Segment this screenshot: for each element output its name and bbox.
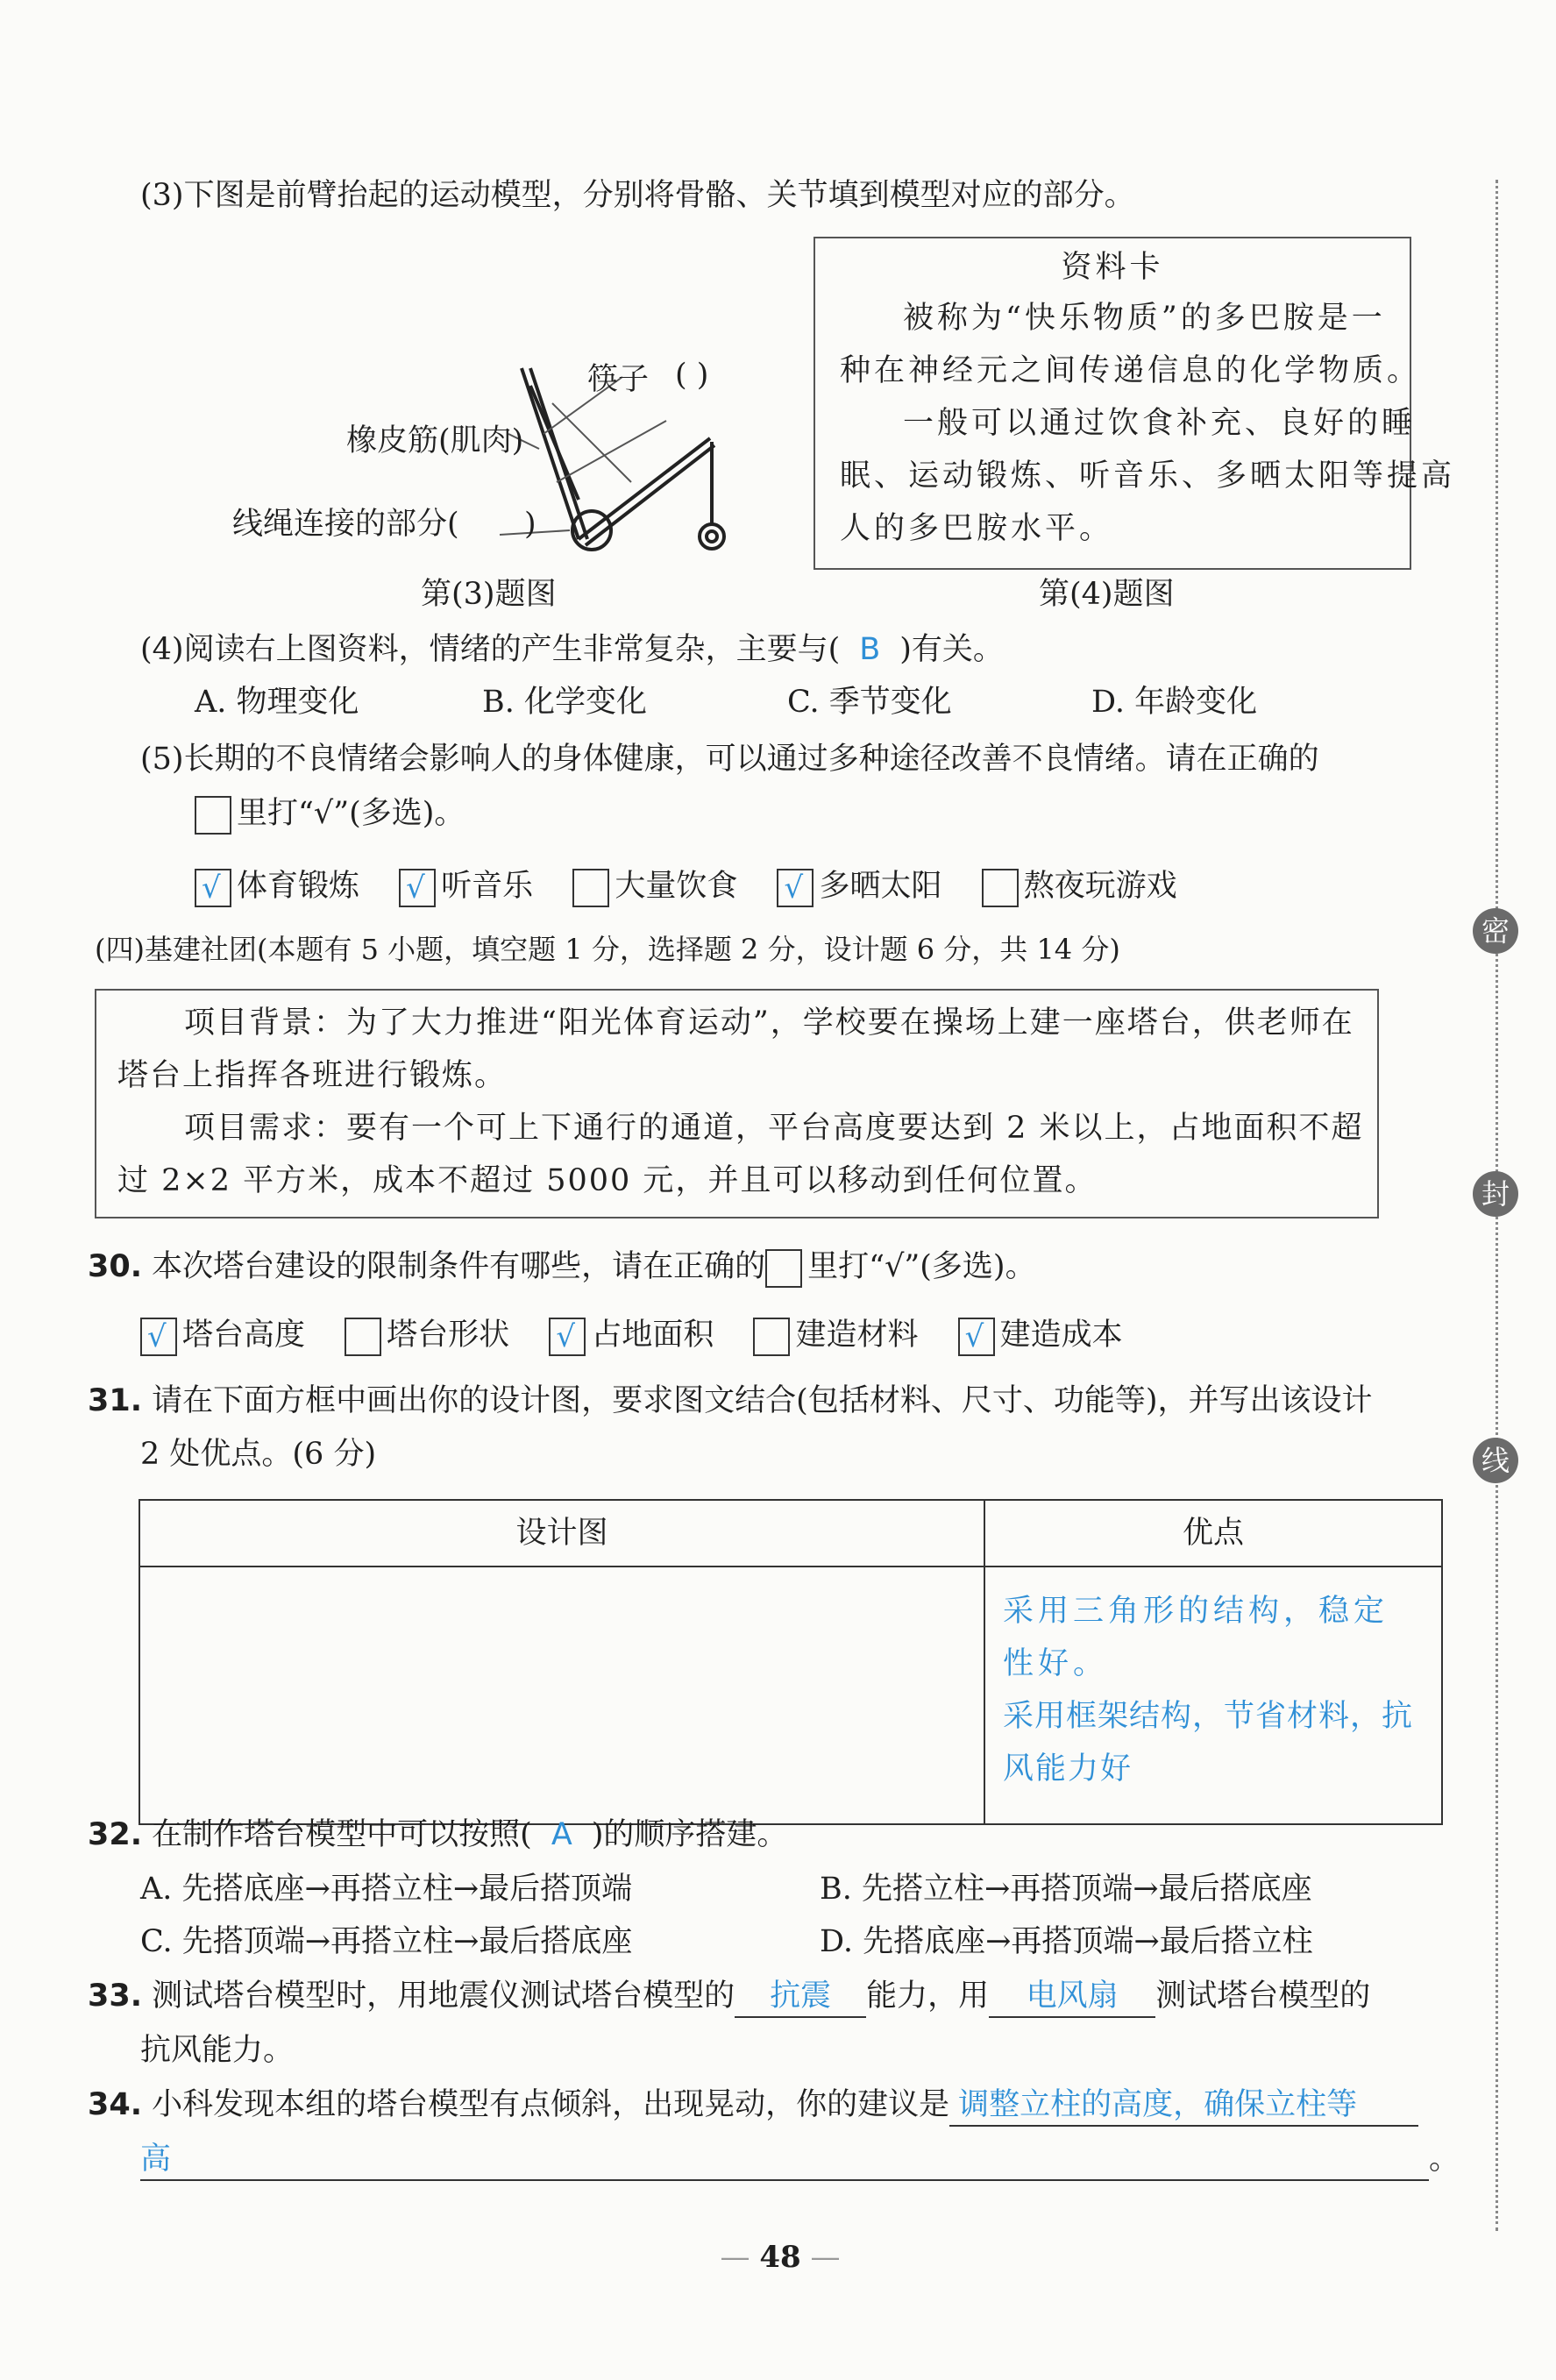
q4-answer: B <box>859 632 881 667</box>
q31-number: 31. <box>88 1383 143 1418</box>
q34-pre: 小科发现本组的塔台模型有点倾斜，出现晃动，你的建议是 <box>152 2087 950 2122</box>
checkbox[interactable] <box>399 869 436 907</box>
q33-answer1[interactable]: 抗震 <box>735 1976 866 2018</box>
merits-cell[interactable] <box>984 1567 1442 1824</box>
q33-line2: 抗风能力。 <box>140 2033 295 2068</box>
project-req-line1: 项目需求：要有一个可上下通行的通道，平台高度要达到 2 米以上，占地面积不超 <box>184 1111 1364 1146</box>
option-label: 建造材料 <box>795 1318 919 1353</box>
q5-option-eating[interactable] <box>572 866 737 907</box>
q30-option-area[interactable] <box>549 1315 714 1356</box>
info-card <box>814 237 1456 570</box>
option-label: 塔台形状 <box>387 1318 510 1353</box>
q33-post: 测试塔台模型的 <box>1155 1979 1371 2014</box>
q32-option-a: A. 先搭底座→再搭立柱→最后搭顶端 <box>140 1872 633 1907</box>
q30-pre: 本次塔台建设的限制条件有哪些，请在正确的 <box>152 1249 766 1284</box>
info-card-line: 被称为“快乐物质”的多巴胺是一 <box>903 301 1386 336</box>
project-bg-line2: 塔台上指挥各班进行锻炼。 <box>117 1058 508 1093</box>
project-bg-line1: 项目背景：为了大力推进“阳光体育运动”，学校要在操场上建一座塔台，供老师在 <box>184 1005 1354 1041</box>
page-number: 48 <box>759 2240 801 2275</box>
design-table-wrap <box>139 1499 1443 1825</box>
check-mark: √ <box>556 1318 575 1354</box>
seal-mi: 密 <box>1473 908 1518 954</box>
project-req-line2: 过 2×2 平方米，成本不超过 5000 元，并且可以移动到任何位置。 <box>117 1163 1098 1198</box>
q5-option-exercise[interactable] <box>195 866 359 907</box>
q3-text: (3)下图是前臂抬起的运动模型，分别将骨骼、关节填到模型对应的部分。 <box>140 178 1135 213</box>
q4-question <box>140 629 1004 670</box>
q32-pre: 在制作塔台模型中可以按照( <box>152 1817 532 1852</box>
seal-feng: 封 <box>1473 1171 1518 1217</box>
q5-line2 <box>195 793 465 835</box>
info-card-title: 资料卡 <box>1061 250 1164 285</box>
q31-line2: 2 处优点。(6 分) <box>140 1437 377 1472</box>
q32-answer: A <box>551 1817 572 1852</box>
q30-option-height[interactable] <box>140 1315 305 1356</box>
q30-option-material[interactable] <box>753 1315 918 1356</box>
option-label: 听音乐 <box>441 869 534 904</box>
merits-header: 优点 <box>984 1500 1442 1567</box>
q4-post: )有关。 <box>899 632 1004 667</box>
page-number-wrap: — 48 — <box>720 2240 841 2275</box>
q34-number: 34. <box>88 2087 143 2122</box>
merit-2b: 风能力好 <box>1003 1751 1133 1787</box>
option-label: 占地面积 <box>591 1318 714 1353</box>
info-card-line: 人的多巴胺水平。 <box>840 511 1114 546</box>
q32-option-d: D. 先搭底座→再搭顶端→最后搭立柱 <box>820 1924 1313 1959</box>
design-header: 设计图 <box>139 1500 984 1567</box>
q33-question <box>88 1976 1370 2018</box>
label-chopsticks: 筷子 <box>587 362 650 397</box>
option-label: 多晒太阳 <box>819 869 942 904</box>
option-label: 建造成本 <box>999 1318 1123 1353</box>
q30-options <box>140 1315 1153 1356</box>
checkbox[interactable] <box>345 1318 381 1356</box>
q30-question <box>88 1247 1036 1288</box>
checkbox[interactable] <box>982 869 1019 907</box>
q5-option-sun[interactable] <box>777 866 941 907</box>
q32-option-b: B. 先搭立柱→再搭顶端→最后搭底座 <box>820 1872 1312 1907</box>
checkbox-sample <box>765 1249 802 1288</box>
q30-number: 30. <box>88 1249 143 1284</box>
q34-line2 <box>140 2139 1460 2181</box>
q4-option-b: B. 化学变化 <box>482 685 647 720</box>
label-rubber-band: 橡皮筋(肌肉) <box>346 423 524 458</box>
info-card-line: 眠、运动锻炼、听音乐、多晒太阳等提高 <box>840 458 1456 494</box>
seal-xian: 线 <box>1473 1438 1518 1483</box>
q5-line2-text: 里打“√”(多选)。 <box>237 796 465 831</box>
q33-number: 33. <box>88 1979 143 2014</box>
check-mark: √ <box>202 870 221 906</box>
merit-1b: 性好。 <box>1003 1646 1109 1681</box>
q33-mid: 能力，用 <box>866 1979 990 2014</box>
q33-pre: 测试塔台模型时，用地震仪测试塔台模型的 <box>152 1979 735 2014</box>
merit-1a: 采用三角形的结构，稳定 <box>1003 1594 1389 1629</box>
check-mark: √ <box>147 1318 167 1354</box>
q4-option-c: C. 季节变化 <box>787 685 952 720</box>
checkbox[interactable] <box>572 869 609 907</box>
q30-post: 里打“√”(多选)。 <box>807 1249 1036 1284</box>
q32-post: )的顺序搭建。 <box>591 1817 788 1852</box>
q5-option-games[interactable] <box>982 866 1177 907</box>
checkbox-sample <box>195 796 231 835</box>
merit-2a: 采用框架结构，节省材料，抗 <box>1003 1699 1414 1734</box>
q34-answer-line2[interactable]: 高 <box>140 2139 1429 2181</box>
q34-question <box>88 2085 1418 2127</box>
q32-number: 32. <box>88 1817 143 1852</box>
check-mark: √ <box>964 1318 984 1354</box>
design-drawing-area[interactable] <box>139 1567 984 1824</box>
checkbox[interactable] <box>140 1318 177 1356</box>
q34-answer-line1[interactable]: 调整立柱的高度，确保立柱等 <box>949 2085 1418 2127</box>
q4-pre: (4)阅读右上图资料，情绪的产生非常复杂，主要与( <box>140 632 841 667</box>
q5-option-music[interactable] <box>399 866 533 907</box>
q5-options <box>195 866 1207 907</box>
q4-figure-caption: 第(4)题图 <box>1039 577 1175 612</box>
label-string-close-paren: ) <box>524 507 536 542</box>
option-label: 大量饮食 <box>615 869 738 904</box>
check-mark: √ <box>784 870 804 906</box>
info-card-line: 种在神经元之间传递信息的化学物质。 <box>840 353 1422 388</box>
design-table <box>139 1499 1443 1825</box>
q31-line1 <box>88 1381 1372 1421</box>
q3-bone-blank: ( ) <box>675 358 709 393</box>
q32-question <box>88 1815 787 1855</box>
q3-figure-caption: 第(3)题图 <box>421 577 557 612</box>
info-card-line: 一般可以通过饮食补充、良好的睡 <box>903 406 1417 441</box>
q30-option-cost[interactable] <box>958 1315 1123 1356</box>
check-mark: √ <box>406 870 425 906</box>
q33-answer2[interactable]: 电风扇 <box>989 1976 1155 2018</box>
q32-option-c: C. 先搭顶端→再搭立柱→最后搭底座 <box>140 1924 633 1959</box>
project-card <box>95 989 1379 1218</box>
q30-option-shape[interactable] <box>345 1315 509 1356</box>
option-label: 塔台高度 <box>182 1318 306 1353</box>
q4-option-d: D. 年龄变化 <box>1091 685 1258 720</box>
option-label: 熬夜玩游戏 <box>1023 869 1177 904</box>
checkbox[interactable] <box>753 1318 790 1356</box>
checkbox[interactable] <box>777 869 814 907</box>
q4-option-a: A. 物理变化 <box>195 685 359 720</box>
q34-end: 。 <box>1429 2142 1460 2177</box>
q5-line1: (5)长期的不良情绪会影响人的身体健康，可以通过多种途径改善不良情绪。请在正确的 <box>140 742 1319 777</box>
section4-heading: (四)基建社团(本题有 5 小题，填空题 1 分，选择题 2 分，设计题 6 分，共 14 分) <box>95 933 1120 966</box>
checkbox[interactable] <box>549 1318 586 1356</box>
q31-line1-text: 请在下面方框中画出你的设计图，要求图文结合(包括材料、尺寸、功能等)，并写出该设计 <box>152 1383 1373 1418</box>
option-label: 体育锻炼 <box>237 869 360 904</box>
checkbox[interactable] <box>958 1318 995 1356</box>
label-string-joint: 线绳连接的部分( <box>232 507 459 542</box>
checkbox[interactable] <box>195 869 231 907</box>
